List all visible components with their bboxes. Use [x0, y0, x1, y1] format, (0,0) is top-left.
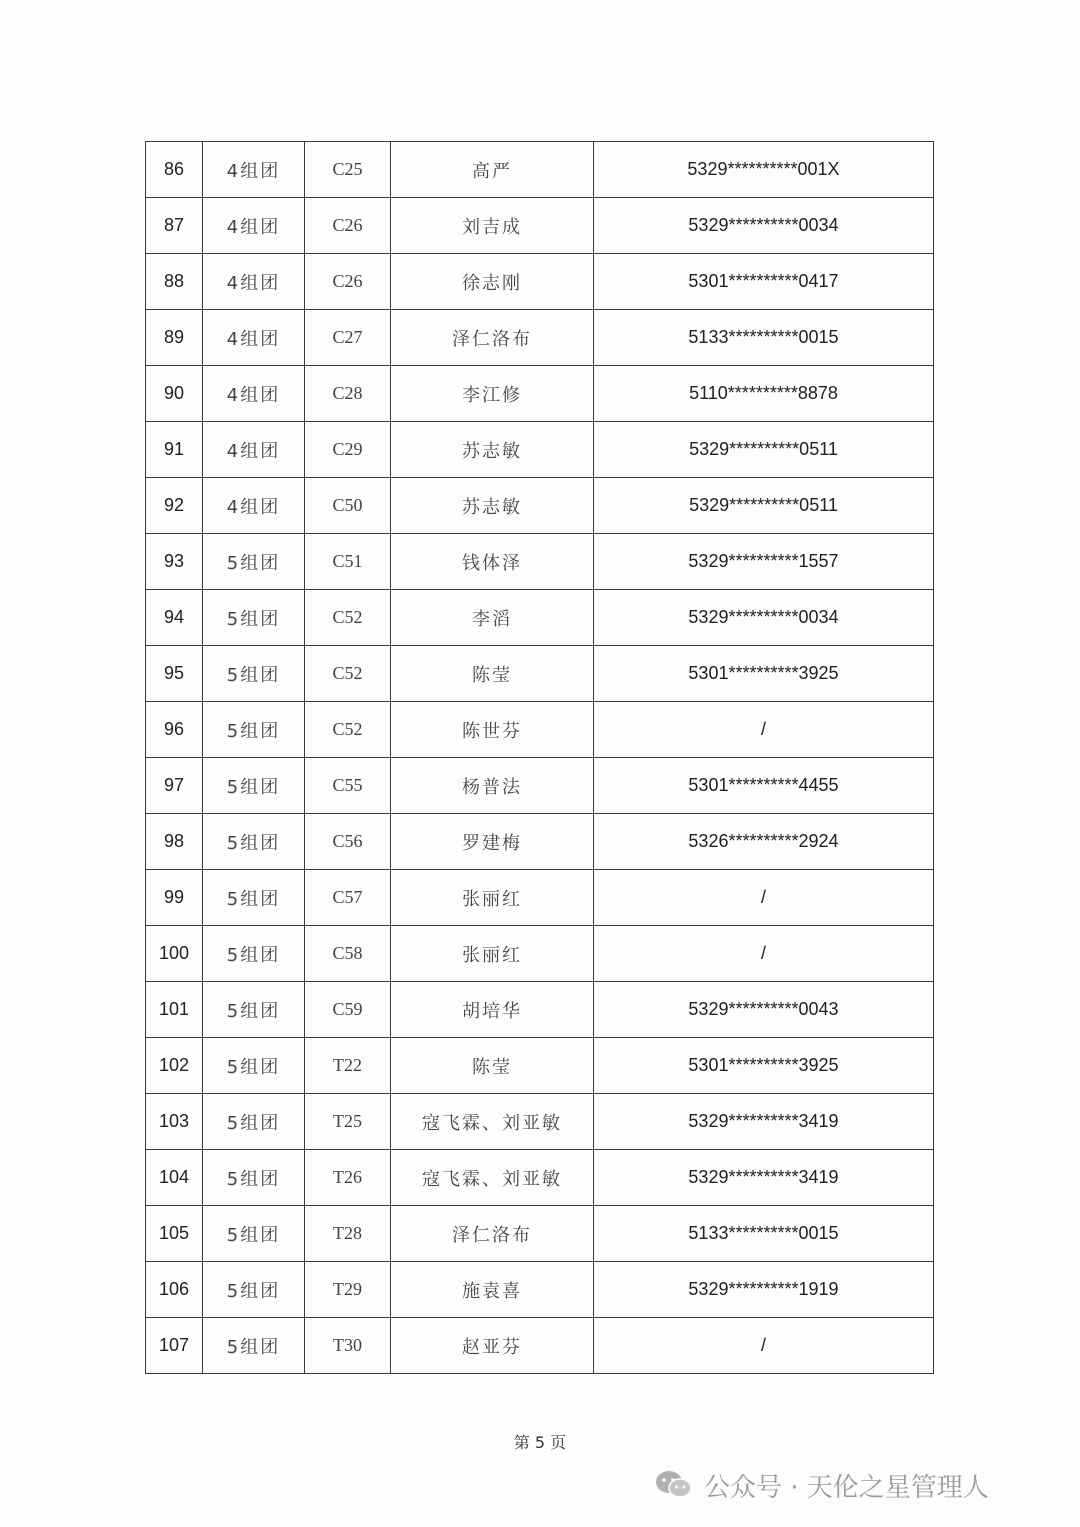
table-row — [146, 478, 934, 534]
id-number-cell: / — [594, 702, 934, 758]
row-number-cell: 107 — [146, 1318, 203, 1374]
id-number-cell: 5329**********0034 — [594, 590, 934, 646]
row-number-cell: 100 — [146, 926, 203, 982]
group-cell: 5组团 — [203, 646, 305, 702]
group-cell: 5组团 — [203, 1150, 305, 1206]
table-row — [146, 926, 934, 982]
watermark — [654, 1465, 989, 1505]
group-cell: 5组团 — [203, 702, 305, 758]
table-row — [146, 590, 934, 646]
unit-code-cell: T25 — [305, 1094, 391, 1150]
id-number-cell: 5133**********0015 — [594, 310, 934, 366]
table-row — [146, 1150, 934, 1206]
owner-name-cell: 罗建梅 — [391, 814, 594, 870]
unit-code-cell: C27 — [305, 310, 391, 366]
unit-code-cell: C59 — [305, 982, 391, 1038]
owner-name-cell: 徐志刚 — [391, 254, 594, 310]
row-number-cell: 92 — [146, 478, 203, 534]
unit-code-cell: C58 — [305, 926, 391, 982]
unit-code-cell: C26 — [305, 254, 391, 310]
row-number-cell: 102 — [146, 1038, 203, 1094]
group-cell: 4组团 — [203, 254, 305, 310]
group-cell: 5组团 — [203, 590, 305, 646]
row-number-cell: 97 — [146, 758, 203, 814]
group-cell: 5组团 — [203, 982, 305, 1038]
group-cell: 5组团 — [203, 814, 305, 870]
table-row — [146, 758, 934, 814]
id-number-cell: 5329**********3419 — [594, 1150, 934, 1206]
row-number-cell: 101 — [146, 982, 203, 1038]
group-cell: 4组团 — [203, 478, 305, 534]
id-number-cell: 5329**********0043 — [594, 982, 934, 1038]
table-row — [146, 982, 934, 1038]
unit-code-cell: T28 — [305, 1206, 391, 1262]
unit-code-cell: C52 — [305, 702, 391, 758]
row-number-cell: 104 — [146, 1150, 203, 1206]
group-cell: 5组团 — [203, 1318, 305, 1374]
roster-table — [145, 141, 934, 1374]
row-number-cell: 103 — [146, 1094, 203, 1150]
owner-name-cell: 陈莹 — [391, 646, 594, 702]
unit-code-cell: T29 — [305, 1262, 391, 1318]
owner-name-cell: 泽仁洛布 — [391, 310, 594, 366]
table-row — [146, 814, 934, 870]
table-row — [146, 646, 934, 702]
group-cell: 5组团 — [203, 534, 305, 590]
group-cell: 5组团 — [203, 926, 305, 982]
row-number-cell: 86 — [146, 142, 203, 198]
table-row — [146, 310, 934, 366]
id-number-cell: 5329**********3419 — [594, 1094, 934, 1150]
id-number-cell: 5329**********0034 — [594, 198, 934, 254]
table-row — [146, 142, 934, 198]
id-number-cell: 5329**********001X — [594, 142, 934, 198]
table-row — [146, 422, 934, 478]
table-row — [146, 1262, 934, 1318]
id-number-cell: 5329**********0511 — [594, 478, 934, 534]
row-number-cell: 98 — [146, 814, 203, 870]
row-number-cell: 99 — [146, 870, 203, 926]
watermark-text: 公众号 · 天伦之星管理人 — [704, 1472, 989, 1503]
owner-name-cell: 李滔 — [391, 590, 594, 646]
group-cell: 4组团 — [203, 366, 305, 422]
unit-code-cell: T30 — [305, 1318, 391, 1374]
group-cell: 5组团 — [203, 758, 305, 814]
id-number-cell: 5133**********0015 — [594, 1206, 934, 1262]
id-number-cell: 5329**********0511 — [594, 422, 934, 478]
unit-code-cell: C52 — [305, 646, 391, 702]
owner-name-cell: 张丽红 — [391, 926, 594, 982]
unit-code-cell: C25 — [305, 142, 391, 198]
group-cell: 4组团 — [203, 422, 305, 478]
unit-code-cell: C55 — [305, 758, 391, 814]
unit-code-cell: T26 — [305, 1150, 391, 1206]
roster-table-body — [146, 142, 934, 1374]
id-number-cell: 5329**********1919 — [594, 1262, 934, 1318]
page-number: 第 5 页 — [513, 1433, 567, 1452]
owner-name-cell: 张丽红 — [391, 870, 594, 926]
id-number-cell: / — [594, 870, 934, 926]
id-number-cell: 5329**********1557 — [594, 534, 934, 590]
table-row — [146, 366, 934, 422]
unit-code-cell: C29 — [305, 422, 391, 478]
unit-code-cell: C56 — [305, 814, 391, 870]
owner-name-cell: 高严 — [391, 142, 594, 198]
owner-name-cell: 杨普法 — [391, 758, 594, 814]
id-number-cell: 5301**********4455 — [594, 758, 934, 814]
group-cell: 5组团 — [203, 1094, 305, 1150]
group-cell: 5组团 — [203, 1038, 305, 1094]
group-cell: 4组团 — [203, 198, 305, 254]
id-number-cell: 5301**********3925 — [594, 646, 934, 702]
id-number-cell: / — [594, 1318, 934, 1374]
row-number-cell: 96 — [146, 702, 203, 758]
owner-name-cell: 胡培华 — [391, 982, 594, 1038]
row-number-cell: 95 — [146, 646, 203, 702]
unit-code-cell: C26 — [305, 198, 391, 254]
table-row — [146, 198, 934, 254]
table-row — [146, 254, 934, 310]
row-number-cell: 94 — [146, 590, 203, 646]
group-cell: 5组团 — [203, 1206, 305, 1262]
row-number-cell: 106 — [146, 1262, 203, 1318]
group-cell: 4组团 — [203, 142, 305, 198]
table-row — [146, 870, 934, 926]
unit-code-cell: C51 — [305, 534, 391, 590]
row-number-cell: 105 — [146, 1206, 203, 1262]
unit-code-cell: C28 — [305, 366, 391, 422]
table-row — [146, 534, 934, 590]
wechat-icon — [654, 1469, 694, 1501]
owner-name-cell: 苏志敏 — [391, 422, 594, 478]
id-number-cell: 5301**********0417 — [594, 254, 934, 310]
owner-name-cell: 施袁喜 — [391, 1262, 594, 1318]
owner-name-cell: 寇飞霖、刘亚敏 — [391, 1150, 594, 1206]
table-row — [146, 1206, 934, 1262]
owner-name-cell: 刘吉成 — [391, 198, 594, 254]
unit-code-cell: C50 — [305, 478, 391, 534]
owner-name-cell: 寇飞霖、刘亚敏 — [391, 1094, 594, 1150]
owner-name-cell: 泽仁洛布 — [391, 1206, 594, 1262]
row-number-cell: 93 — [146, 534, 203, 590]
id-number-cell: / — [594, 926, 934, 982]
group-cell: 4组团 — [203, 310, 305, 366]
unit-code-cell: C52 — [305, 590, 391, 646]
owner-name-cell: 钱体泽 — [391, 534, 594, 590]
owner-name-cell: 苏志敏 — [391, 478, 594, 534]
unit-code-cell: C57 — [305, 870, 391, 926]
row-number-cell: 88 — [146, 254, 203, 310]
owner-name-cell: 赵亚芬 — [391, 1318, 594, 1374]
table-row — [146, 1094, 934, 1150]
owner-name-cell: 陈莹 — [391, 1038, 594, 1094]
owner-name-cell: 陈世芬 — [391, 702, 594, 758]
id-number-cell: 5110**********8878 — [594, 366, 934, 422]
table-row — [146, 1318, 934, 1374]
row-number-cell: 91 — [146, 422, 203, 478]
owner-name-cell: 李江修 — [391, 366, 594, 422]
group-cell: 5组团 — [203, 1262, 305, 1318]
row-number-cell: 90 — [146, 366, 203, 422]
row-number-cell: 89 — [146, 310, 203, 366]
id-number-cell: 5326**********2924 — [594, 814, 934, 870]
table-row — [146, 702, 934, 758]
table-row — [146, 1038, 934, 1094]
unit-code-cell: T22 — [305, 1038, 391, 1094]
id-number-cell: 5301**********3925 — [594, 1038, 934, 1094]
row-number-cell: 87 — [146, 198, 203, 254]
group-cell: 5组团 — [203, 870, 305, 926]
